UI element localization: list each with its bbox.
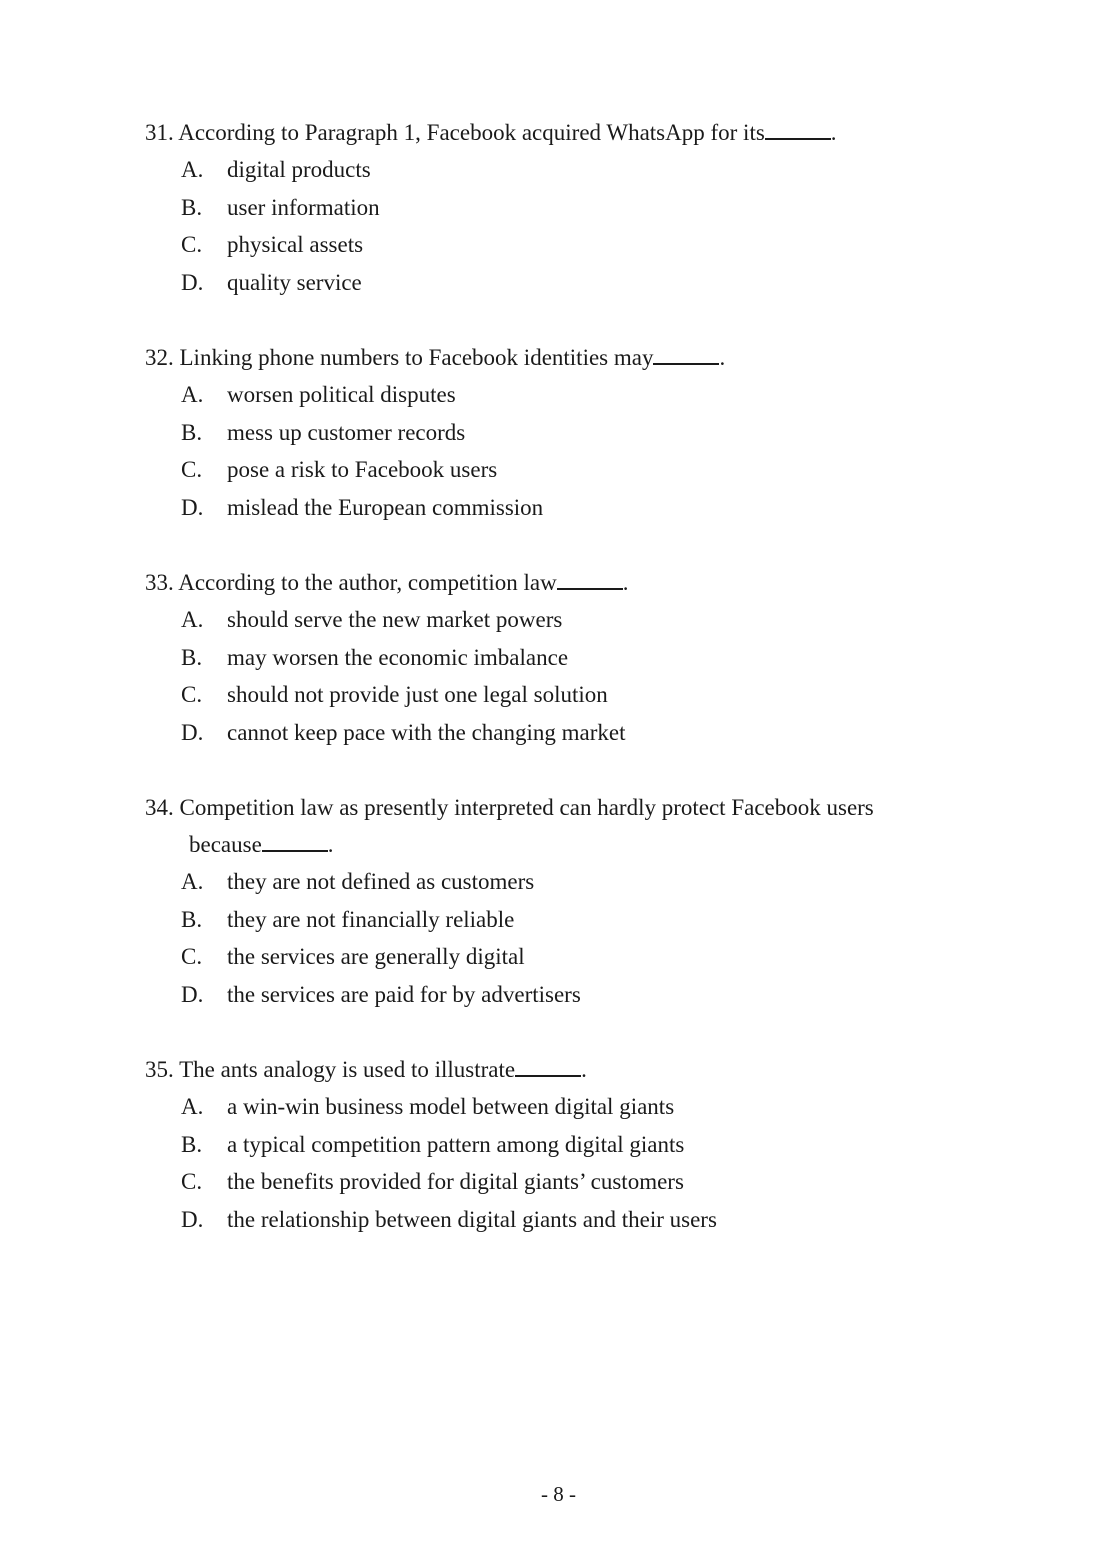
question-text: Competition law as presently interpreted can hardly protect Facebook users (179, 795, 874, 820)
option-letter: B. (181, 194, 203, 220)
answer-blank (515, 1057, 581, 1077)
question-stem: 32. Linking phone numbers to Facebook identities may . (145, 345, 726, 370)
option-text: physical assets (227, 232, 364, 257)
option-b (145, 1126, 965, 1164)
option-a (145, 151, 965, 189)
option-c (145, 451, 965, 489)
option-d (145, 976, 965, 1014)
question-text: The ants analogy is used to illustrate (179, 1057, 516, 1082)
answer-blank (653, 345, 719, 365)
option-text: the services are generally digital (227, 944, 525, 969)
option-letter: C. (181, 457, 203, 482)
question-number: 35. (145, 1057, 174, 1082)
option-a (145, 601, 965, 639)
option-text: should not provide just one legal solution (227, 682, 608, 707)
option-text: they are not financially reliable (227, 906, 515, 932)
option-letter: D. (181, 719, 204, 745)
option-c (145, 226, 965, 264)
option-b (145, 901, 965, 939)
question-number: 34. (145, 795, 174, 820)
answer-blank (262, 832, 328, 852)
option-text: digital products (227, 157, 371, 182)
option-text: cannot keep pace with the changing market (227, 719, 626, 745)
option-text: the services are paid for by advertisers (227, 981, 581, 1007)
question-stem (145, 789, 965, 826)
question-31 (145, 114, 965, 301)
question-stem: 31. According to Paragraph 1, Facebook acquired WhatsApp for its . (145, 120, 837, 145)
question-35 (145, 1051, 965, 1238)
option-letter: B. (181, 906, 203, 932)
question-34 (145, 789, 965, 1013)
option-letter: A. (181, 607, 204, 632)
option-letter: B. (181, 419, 203, 445)
option-letter: A. (181, 157, 204, 182)
option-text: the benefits provided for digital giants’ customers (227, 1169, 684, 1194)
option-text: they are not defined as customers (227, 869, 535, 894)
option-a (145, 863, 965, 901)
option-text: pose a risk to Facebook users (227, 457, 498, 482)
option-d (145, 489, 965, 527)
option-d (145, 264, 965, 302)
option-text: may worsen the economic imbalance (227, 644, 569, 670)
question-stem: 35. The ants analogy is used to illustrate . (145, 1057, 587, 1082)
option-c (145, 1163, 965, 1201)
option-text: a typical competition pattern among digital giants (227, 1131, 685, 1157)
question-number: 33. (145, 570, 174, 595)
option-letter: C. (181, 232, 203, 257)
page-number: - 8 - (541, 1482, 576, 1506)
option-b (145, 414, 965, 452)
option-letter: C. (181, 682, 203, 707)
option-letter: B. (181, 1131, 203, 1157)
option-text: worsen political disputes (227, 382, 456, 407)
option-text: mess up customer records (227, 419, 466, 445)
answer-blank (765, 120, 831, 140)
question-number: 32. (145, 345, 174, 370)
option-letter: A. (181, 869, 204, 894)
option-letter: C. (181, 1169, 203, 1194)
question-text: Linking phone numbers to Facebook identities may (179, 345, 654, 370)
question-text: According to the author, competition law (178, 570, 557, 595)
option-c (145, 938, 965, 976)
option-text: user information (227, 194, 380, 220)
option-b (145, 189, 965, 227)
option-letter: A. (181, 1094, 204, 1119)
option-letter: D. (181, 494, 204, 520)
option-text: a win-win business model between digital giants (227, 1094, 675, 1119)
option-letter: C. (181, 944, 203, 969)
option-letter: B. (181, 644, 203, 670)
question-33 (145, 564, 965, 751)
option-text: the relationship between digital giants and their users (227, 1206, 717, 1232)
question-32 (145, 339, 965, 526)
option-text: quality service (227, 269, 362, 295)
option-d (145, 1201, 965, 1239)
question-text: According to Paragraph 1, Facebook acquired WhatsApp for its (178, 120, 765, 145)
option-letter: D. (181, 981, 204, 1007)
question-text: because (189, 832, 262, 857)
option-a (145, 376, 965, 414)
option-letter: A. (181, 382, 204, 407)
option-letter: D. (181, 1206, 204, 1232)
option-d (145, 714, 965, 752)
question-number: 31. (145, 120, 174, 145)
question-stem: 33. According to the author, competition law . (145, 570, 629, 595)
option-b (145, 639, 965, 677)
option-letter: D. (181, 269, 204, 295)
option-text: should serve the new market powers (227, 607, 563, 632)
question-stem-continuation: because . (189, 832, 334, 857)
answer-blank (557, 570, 623, 590)
option-c (145, 676, 965, 714)
option-text: mislead the European commission (227, 494, 544, 520)
option-a (145, 1088, 965, 1126)
